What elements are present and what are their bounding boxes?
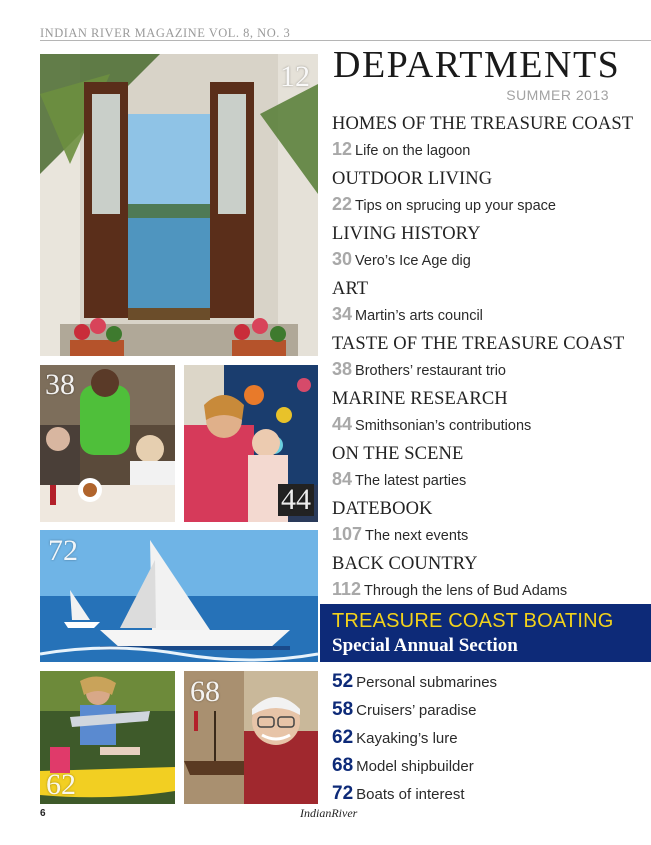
page-number: 68 [332,755,354,776]
entry-description: Vero’s Ice Age dig [355,253,471,269]
department-heading: BACK COUNTRY [332,554,478,574]
department-entry[interactable] [332,277,632,332]
department-entry[interactable] [332,222,632,277]
entry-description: Smithsonian’s contributions [355,418,532,434]
department-entry[interactable] [332,387,632,442]
photo-aquarium [184,365,318,522]
photo-shipbuilder [184,671,318,804]
boating-section-banner[interactable] [320,604,651,662]
photo-page-number: 44 [278,484,314,516]
page-number: 38 [332,359,353,379]
department-heading: OUTDOOR LIVING [332,169,493,189]
page-number: 30 [332,249,353,269]
page-number: 12 [332,139,353,159]
photo-page-number: 68 [190,675,220,708]
page-number: 112 [332,579,362,599]
department-heading: MARINE RESEARCH [332,389,508,409]
department-entry[interactable] [332,497,632,552]
photo-kayak [40,671,175,804]
page-number: 72 [332,783,354,804]
photo-page-number: 62 [46,768,76,801]
boating-entry[interactable] [332,696,632,724]
entry-description: Martin’s arts council [355,308,483,324]
boating-entry[interactable] [332,780,632,808]
page-number: 34 [332,304,353,324]
page-number: 62 [332,727,354,748]
entry-description: Personal submarines [356,674,498,691]
entry-description: Cruisers’ paradise [356,702,477,719]
boating-entry[interactable] [332,668,632,696]
boating-entry[interactable] [332,724,632,752]
entry-description: Boats of interest [356,786,465,803]
department-entry[interactable] [332,167,632,222]
entry-description: Brothers’ restaurant trio [355,363,506,379]
photo-doorway [40,54,318,356]
department-heading: ON THE SCENE [332,444,464,464]
header-rule [40,40,651,41]
page-number: 22 [332,194,353,214]
running-head: INDIAN RIVER MAGAZINE VOL. 8, NO. 3 [40,26,291,40]
magazine-logo: IndianRiver [300,806,358,820]
boating-section-subtitle: Special Annual Section [332,635,518,656]
entry-description: Through the lens of Bud Adams [364,583,568,599]
entry-description: Tips on sprucing up your space [355,198,556,214]
department-heading: HOMES OF THE TREASURE COAST [332,114,634,134]
photo-dining [40,365,175,522]
department-heading: TASTE OF THE TREASURE COAST [332,334,625,354]
boating-list [332,668,632,808]
department-entry[interactable] [332,332,632,387]
photo-page-number: 72 [48,534,78,567]
page-title: DEPARTMENTS [333,44,621,86]
department-entry[interactable] [332,442,632,497]
photo-page-number: 38 [45,368,75,401]
page-number: 52 [332,671,354,692]
entry-description: Model shipbuilder [356,758,474,775]
departments-list [332,112,632,607]
page-number: 44 [332,414,353,434]
entry-description: The next events [365,528,469,544]
entry-description: The latest parties [355,473,467,489]
photo-sailboat [40,530,318,662]
page-number: 84 [332,469,353,489]
entry-description: Kayaking’s lure [356,730,458,747]
department-entry[interactable] [332,112,632,167]
boating-section-title: TREASURE COAST BOATING [332,610,614,632]
issue-date: SUMMER 2013 [506,87,609,103]
department-heading: ART [332,279,369,299]
boating-entry[interactable] [332,752,632,780]
department-heading: DATEBOOK [332,499,433,519]
page-number: 107 [332,524,363,544]
department-entry[interactable] [332,552,632,607]
photo-page-number: 12 [280,60,310,93]
entry-description: Life on the lagoon [355,143,471,159]
page-number: 58 [332,699,354,720]
folio: 6 [40,808,46,819]
department-heading: LIVING HISTORY [332,224,481,244]
